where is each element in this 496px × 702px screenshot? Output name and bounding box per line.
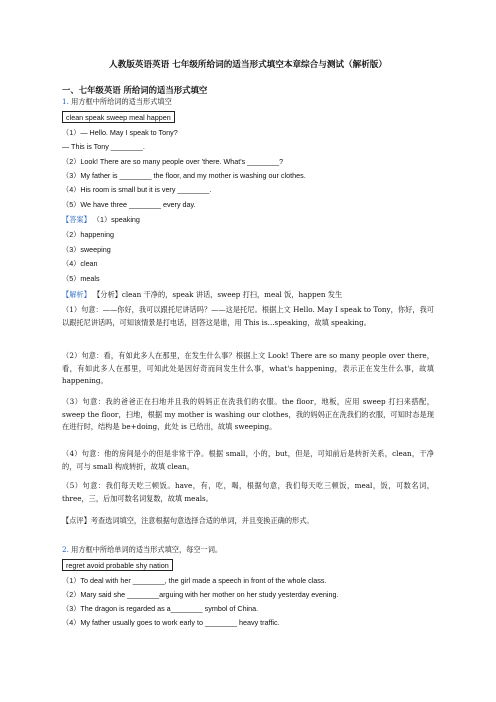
q1-item-4: （4）His room is small but it is very ________.: [62, 185, 212, 194]
q1-item-5: （5）We have three ________ every day.: [62, 200, 196, 209]
analysis-tag: 【解析】: [62, 290, 91, 299]
answer-5: （5）meals: [62, 274, 100, 283]
question-1-text: 用方框中所给词的适当形式填空: [71, 97, 172, 106]
q1-item-2: （2）Look! There are so many people over 'there. What's ________?: [62, 157, 284, 166]
section-heading: 一、七年级英语 所给词的适当形式填空: [62, 85, 208, 95]
q2-item-1: （1）To deal with her ________, the girl made a speech in front of the whole class.: [62, 576, 327, 585]
q1-item-1: （1）— Hello. May I speak to Tony?: [62, 128, 178, 137]
answer-1-value: （1）speaking: [92, 215, 140, 224]
q2-item-4: （4）My father usually goes to work early to ________ heavy traffic.: [62, 618, 280, 627]
question-2-text: 用方框中所给单词的适当形式填空，每空一词。: [71, 545, 223, 554]
q2-item-2: （2）Mary said she ________arguing with her mother on her study yesterday evening.: [62, 590, 339, 599]
q1-item-1b: — This is Tony ________.: [62, 142, 145, 151]
document-title: 人教版英语英语 七年级所给词的适当形式填空本章综合与测试（解析版）: [109, 60, 387, 70]
word-box-2: regret avoid probable shy nation: [62, 559, 173, 571]
analysis-para-3: （3）句意：我的爸爸正在扫地并且我的妈妈正在洗我们的衣服。the floor，地板，应用 sweep 打扫来搭配，sweep the floor，扫地，根据 my mother is washing our clothes，我的妈妈正在洗我们的衣服，可知时态是现在进行时，结构是 be+doing，此处 is 已给出，故填 sweeping。: [62, 397, 434, 432]
answer-4: （4）clean: [62, 259, 98, 268]
q2-item-3: （3）The dragon is regarded as a________ symbol of China.: [62, 604, 259, 613]
answer-1: [62, 215, 140, 225]
analysis-intro-text: 【分析】clean 干净的，speak 讲话，sweep 打扫，meal 饭，happen 发生: [93, 290, 343, 299]
analysis-para-5: （5）句意：我们每天吃三顿饭。have，有，吃，喝，根据句意，我们每天吃三顿饭，meal，饭，可数名词，three，三，后加可数名词复数，故填 meals。: [62, 481, 434, 503]
analysis-para-1: （1）句意：——你好，我可以跟托尼讲话吗？——这是托尼。根据上文 Hello. May I speak to Tony，你好，我可以跟托尼讲话吗，可知该情景是打电话，回答这是谁，用 This is...speaking，故填 speaking。: [62, 305, 434, 327]
q1-item-3: （3）My father is ________ the floor, and my mother is washing our clothes.: [62, 171, 306, 180]
answer-3: （3）sweeping: [62, 245, 111, 254]
question-2-number: 2.: [62, 545, 69, 554]
question-1-prompt: [62, 97, 172, 107]
analysis-para-4: （4）句意：他的房间是小的但是非常干净。根据 small，小的，but，但是，可知前后是转折关系，clean，干净的，可与 small 构成转折，故填 clean。: [62, 449, 434, 471]
question-1-number: 1.: [62, 97, 69, 106]
analysis-para-2: （2）句意：看，有如此多人在那里，在发生什么事？根据上文 Look! There are so many people over there，看，有如此多人在那里，可知此处是因好奇而问发生什么事，what's happening，表示正在发生什么事，故填 happening。: [62, 351, 434, 386]
question-2-prompt: [62, 545, 222, 555]
answer-tag: 【答案】: [62, 215, 91, 224]
word-box-1: clean speak sweep meal happen: [62, 111, 175, 123]
analysis-intro: [62, 290, 342, 300]
answer-2: （2）happening: [62, 230, 114, 239]
comment: 【点评】考查选词填空，注意根据句意选择合适的单词，并且变换正确的形式。: [62, 516, 314, 525]
